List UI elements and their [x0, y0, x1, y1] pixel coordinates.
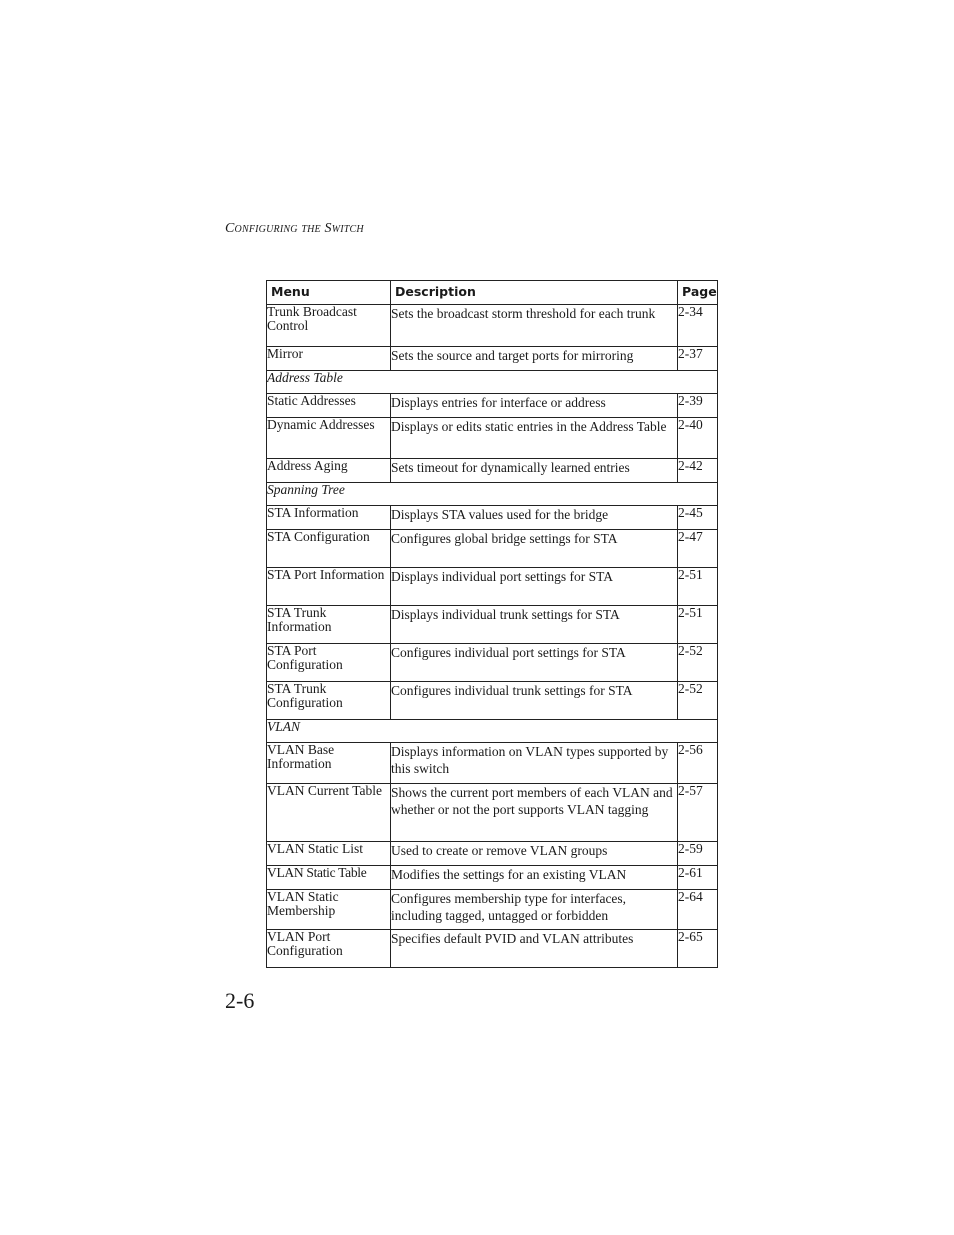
page-cell: 2-59 — [678, 842, 718, 866]
page-cell: 2-61 — [678, 866, 718, 890]
page-cell: 2-47 — [678, 530, 718, 568]
description-cell: Modifies the settings for an existing VLAN — [391, 866, 678, 890]
menu-cell: Address Aging — [267, 459, 391, 483]
section-title: Address Table — [267, 371, 718, 394]
table-row — [267, 394, 718, 418]
page-cell: 2-45 — [678, 506, 718, 530]
table-row — [267, 784, 718, 842]
column-header-description: Description — [391, 281, 678, 305]
menu-cell: Dynamic Addresses — [267, 418, 391, 459]
page-cell: 2-51 — [678, 606, 718, 644]
menu-cell: VLAN Static List — [267, 842, 391, 866]
description-cell: Displays entries for interface or address — [391, 394, 678, 418]
description-cell: Sets the source and target ports for mirroring — [391, 347, 678, 371]
menu-cell: STA Configuration — [267, 530, 391, 568]
description-cell: Configures membership type for interfaces, including tagged, untagged or forbidden — [391, 890, 678, 930]
table-row — [267, 743, 718, 784]
page-cell: 2-51 — [678, 568, 718, 606]
menu-cell: Trunk Broadcast Control — [267, 305, 391, 347]
description-cell: Configures individual trunk settings for STA — [391, 682, 678, 720]
description-cell: Displays individual trunk settings for STA — [391, 606, 678, 644]
page-cell: 2-56 — [678, 743, 718, 784]
table-row — [267, 682, 718, 720]
table-row — [267, 305, 718, 347]
page-cell: 2-64 — [678, 890, 718, 930]
menu-table — [266, 280, 718, 968]
table-row — [267, 568, 718, 606]
table-row — [267, 459, 718, 483]
description-cell: Specifies default PVID and VLAN attributes — [391, 930, 678, 968]
column-header-page: Page — [678, 281, 718, 305]
page-cell: 2-34 — [678, 305, 718, 347]
description-cell: Displays information on VLAN types supported by this switch — [391, 743, 678, 784]
section-row — [267, 371, 718, 394]
description-cell: Displays or edits static entries in the Address Table — [391, 418, 678, 459]
page-cell: 2-42 — [678, 459, 718, 483]
page-cell: 2-57 — [678, 784, 718, 842]
page-cell: 2-40 — [678, 418, 718, 459]
table-row — [267, 347, 718, 371]
running-header: Configuring the Switch — [225, 221, 364, 236]
menu-cell: STA Trunk Information — [267, 606, 391, 644]
table-row — [267, 418, 718, 459]
menu-cell: STA Port Configuration — [267, 644, 391, 682]
table-row — [267, 530, 718, 568]
table-row — [267, 890, 718, 930]
description-cell: Displays STA values used for the bridge — [391, 506, 678, 530]
table-row — [267, 506, 718, 530]
column-header-menu: Menu — [267, 281, 391, 305]
description-cell: Sets the broadcast storm threshold for each trunk — [391, 305, 678, 347]
description-cell: Used to create or remove VLAN groups — [391, 842, 678, 866]
menu-cell: VLAN Static Membership — [267, 890, 391, 930]
page-cell: 2-52 — [678, 682, 718, 720]
menu-cell: STA Port Information — [267, 568, 391, 606]
page-cell: 2-39 — [678, 394, 718, 418]
menu-cell: STA Trunk Configuration — [267, 682, 391, 720]
description-cell: Configures individual port settings for STA — [391, 644, 678, 682]
menu-cell: VLAN Current Table — [267, 784, 391, 842]
menu-cell: STA Information — [267, 506, 391, 530]
page-number: 2-6 — [225, 988, 255, 1013]
menu-cell: VLAN Base Information — [267, 743, 391, 784]
description-cell: Displays individual port settings for STA — [391, 568, 678, 606]
table-row — [267, 866, 718, 890]
description-cell: Configures global bridge settings for STA — [391, 530, 678, 568]
menu-cell: VLAN Port Configuration — [267, 930, 391, 968]
description-cell: Shows the current port members of each VLAN and whether or not the port supports VLAN tagging — [391, 784, 678, 842]
table-row — [267, 606, 718, 644]
menu-cell: Mirror — [267, 347, 391, 371]
menu-cell: Static Addresses — [267, 394, 391, 418]
table-row — [267, 644, 718, 682]
menu-cell: VLAN Static Table — [267, 866, 391, 890]
section-row — [267, 483, 718, 506]
page-cell: 2-52 — [678, 644, 718, 682]
page-cell: 2-37 — [678, 347, 718, 371]
section-row — [267, 720, 718, 743]
table-header-row — [267, 281, 718, 305]
section-title: VLAN — [267, 720, 718, 743]
section-title: Spanning Tree — [267, 483, 718, 506]
page-cell: 2-65 — [678, 930, 718, 968]
description-cell: Sets timeout for dynamically learned entries — [391, 459, 678, 483]
table-row — [267, 930, 718, 968]
table-row — [267, 842, 718, 866]
